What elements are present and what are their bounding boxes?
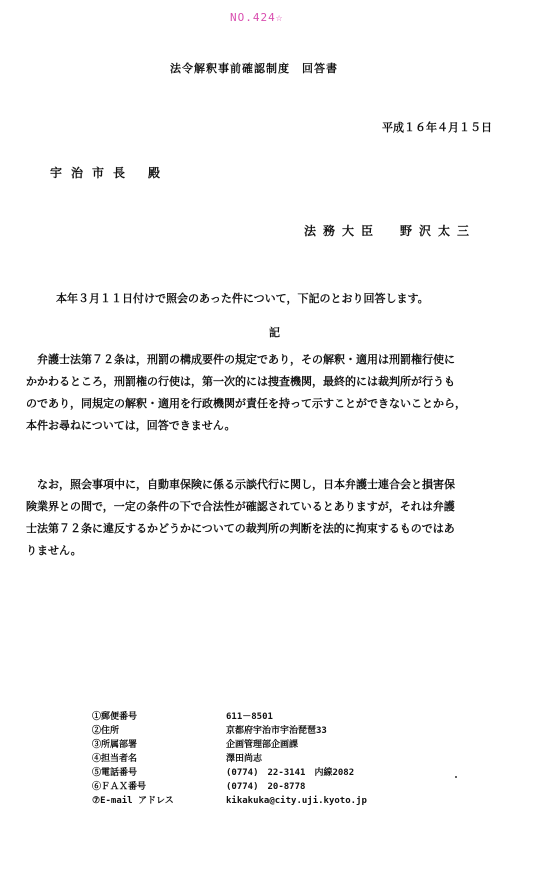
paragraph-line: のであり，同規定の解釈・適用を行政機関が責任を持って示すことができないことから， [26, 397, 466, 410]
paragraph-note [26, 474, 541, 562]
contact-value: kikakuka@city.uji.kyoto.jp [226, 796, 367, 806]
contact-label: ⑦E-mail アドレス [92, 796, 174, 806]
document-reference-number: NO.424☆ [230, 11, 284, 24]
contact-value: 澤田尚志 [226, 754, 263, 764]
contact-label: ①郵便番号 [92, 712, 138, 722]
paragraph-line: なお，照会事項中に，自動車保険に係る示談代行に関し，日本弁護士連合会と損害保 [26, 478, 455, 491]
addressee-name: 宇治市長 [50, 166, 135, 180]
contact-label: ②住所 [92, 726, 120, 736]
contact-row-person [92, 752, 367, 766]
paragraph-line: 弁護士法第７２条は，刑罰の構成要件の規定であり，その解釈・適用は刑罰権行使に [26, 353, 455, 366]
addressee-honorific: 殿 [148, 166, 161, 180]
contact-value: (0774) 20-8778 [226, 782, 306, 792]
paragraph-line: 士法第７２条に違反するかどうかについての裁判所の判断を法的に拘束するものではあ [26, 522, 455, 535]
paragraph-line: かかわるところ，刑罰権の行使は，第一次的には捜査機関，最終的には裁判所が行うも [26, 375, 455, 388]
contact-label: ⑤電話番号 [92, 768, 138, 778]
ki-heading: 記 [269, 326, 280, 339]
contact-row-fax [92, 780, 367, 794]
paragraph-main [26, 349, 541, 437]
sender-title: 法務大臣 [304, 224, 381, 238]
contact-row-phone [92, 766, 367, 780]
scan-speck [455, 776, 457, 778]
intro-sentence: 本年３月１１日付けで照会のあった件について，下記のとおり回答します。 [56, 292, 429, 305]
contact-value: 企画管理部企画課 [226, 740, 299, 750]
addressee [50, 164, 160, 181]
paragraph-line: 本件お尋ねについては，回答できません。 [26, 419, 236, 432]
sender-name: 野沢太三 [400, 224, 477, 238]
paragraph-line: 険業界との間で，一定の条件の下で合法性が確認されているとありますが，それは弁護 [26, 500, 455, 513]
contact-row-address [92, 724, 367, 738]
contact-row-postal [92, 710, 367, 724]
contact-value: (0774) 22-3141 内線2082 [226, 768, 355, 778]
contact-label: ⑥ＦＡＸ番号 [92, 782, 147, 792]
contact-label: ③所属部署 [92, 740, 138, 750]
contact-value: 京都府宇治市宇治琵琶33 [226, 726, 327, 736]
contact-value: 611－8501 [226, 712, 273, 722]
contact-label: ④担当者名 [92, 754, 138, 764]
contact-block [92, 710, 367, 808]
sender [304, 222, 476, 239]
contact-row-department [92, 738, 367, 752]
document-title: 法令解釈事前確認制度 回答書 [170, 62, 338, 75]
paragraph-line: りません。 [26, 544, 82, 557]
document-date: 平成１６年４月１５日 [382, 121, 492, 134]
contact-row-email [92, 794, 367, 808]
